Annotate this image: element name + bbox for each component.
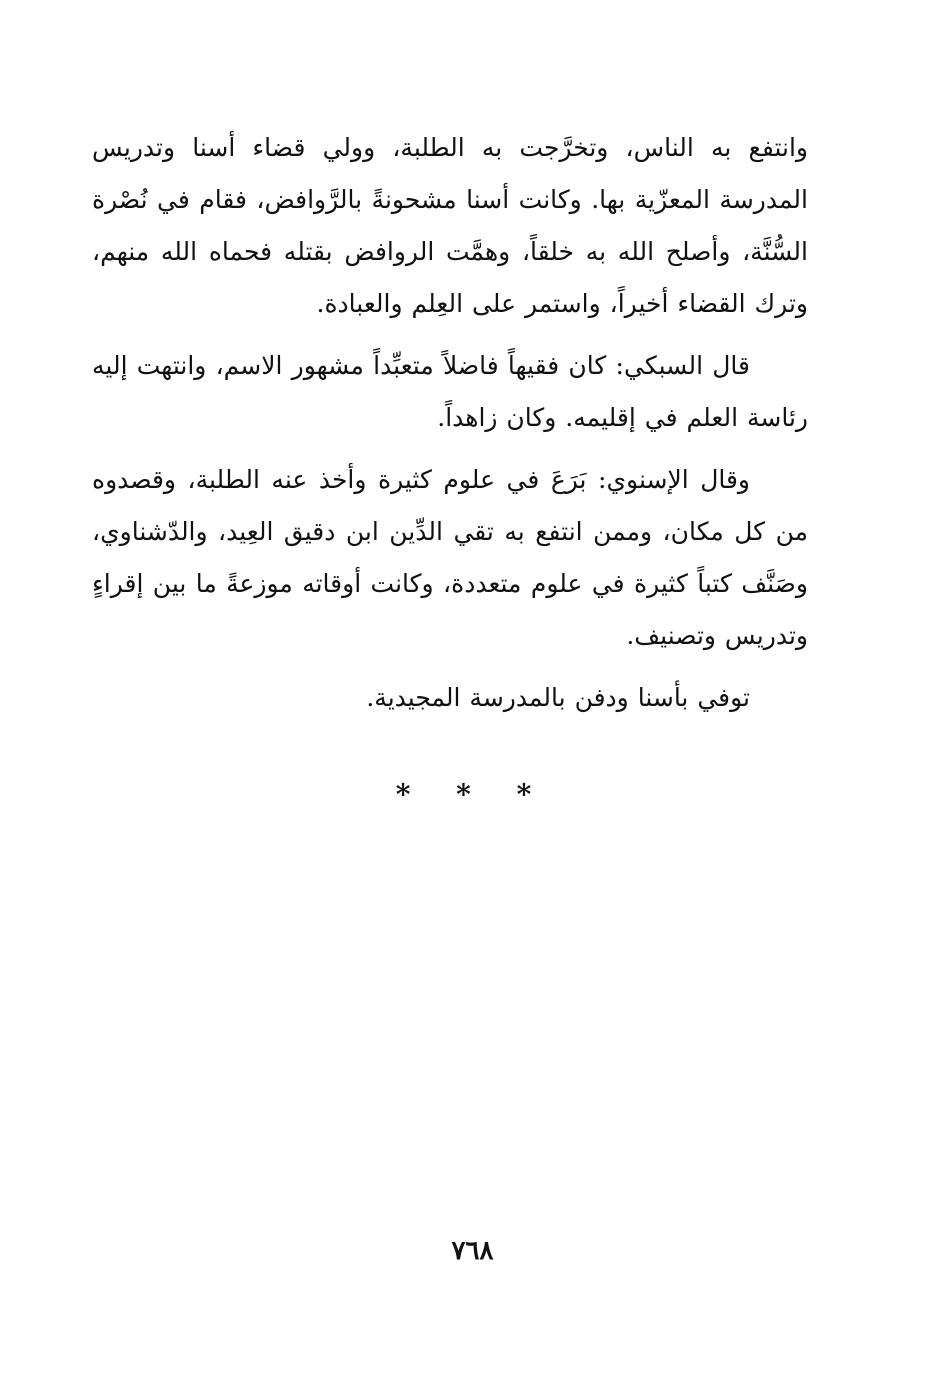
paragraph-3: وقال الإسنوي: بَرَعَ في علوم كثيرة وأخذ عنه الطلبة، وقصدوه من كل مكان، وممن انتفع به تقي الدِّين ابن دقيق العِيد، والدّشناوي، وصَنَّف كتباً كثيرة في علوم متعددة، وكانت أوقاته موزعةً ما بين إقراءٍ وتدريس وتصنيف.: [92, 465, 808, 650]
body-text: [92, 122, 808, 724]
paragraph-4: توفي بأسنا ودفن بالمدرسة المجيدية.: [366, 683, 750, 712]
section-separator: * * *: [395, 778, 550, 811]
paragraph-2: قال السبكي: كان فقيهاً فاضلاً متعبِّداً مشهور الاسم، وانتهت إليه رئاسة العلم في إقليمه. وكان زاهداً.: [92, 351, 808, 432]
page-number: ٧٦٨: [451, 1236, 494, 1266]
paragraph-1: وانتفع به الناس، وتخرَّجت به الطلبة، وولي قضاء أسنا وتدريس المدرسة المعزّية بها. وكانت أسنا مشحونةً بالرَّوافض، فقام في نُصْرة السُّنَّة، وأصلح الله به خلقاً، وهمَّت الروافض بقتله فحماه الله منهم، وترك القضاء أخيراً، واستمر على العِلم والعبادة.: [92, 133, 808, 318]
